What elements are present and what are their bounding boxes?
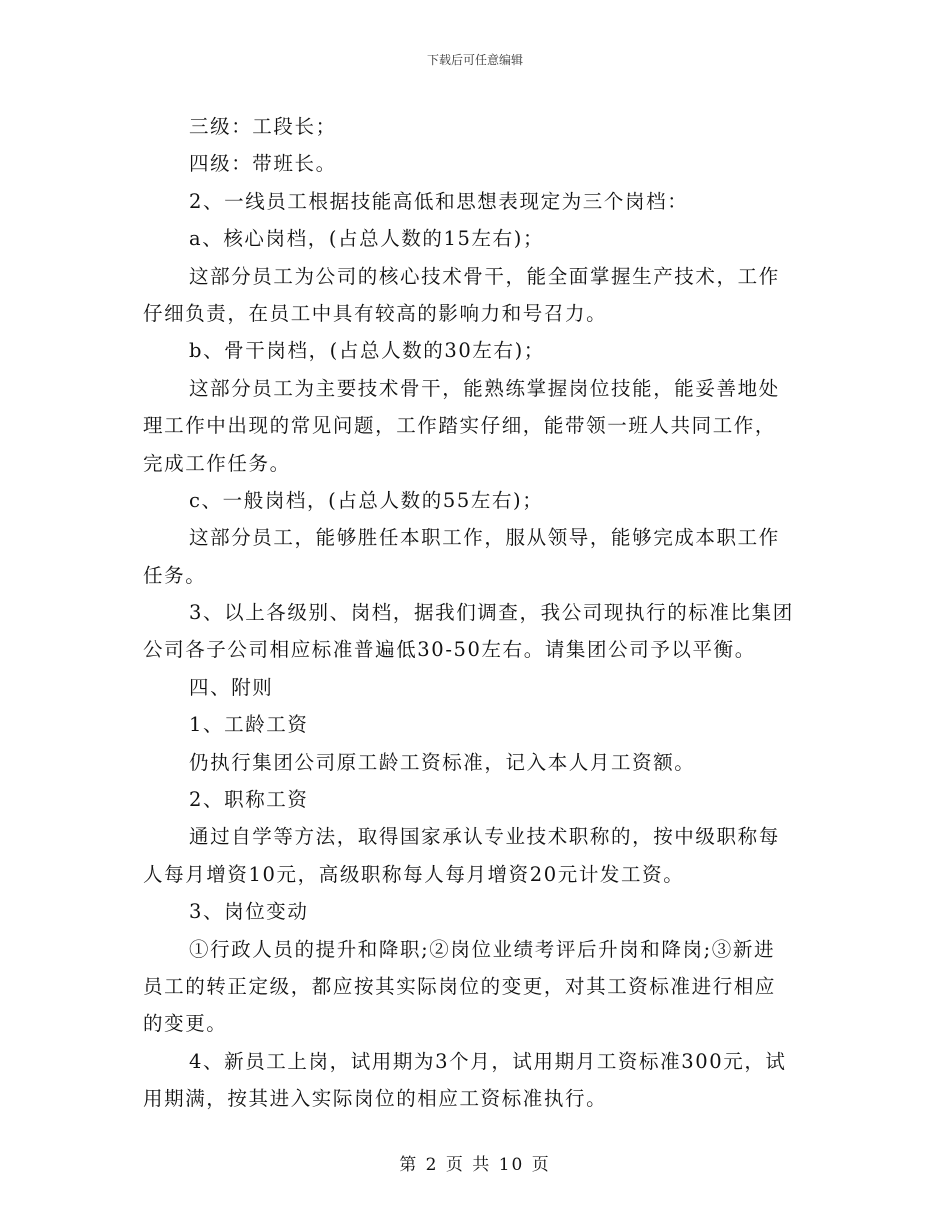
paragraph-line: 任务。 <box>143 563 207 587</box>
paragraph-line: 仔细负责，在员工中具有较高的影响力和号召力。 <box>143 301 608 325</box>
paragraph-line: 通过自学等方法，取得国家承认专业技术职称的，按中级职称每 <box>189 825 780 849</box>
paragraph-line: 理工作中出现的常见问题，工作踏实仔细，能带领一班人共同工作， <box>143 414 777 438</box>
paragraph-line: 公司各子公司相应标准普遍低30-50左右。请集团公司予以平衡。 <box>143 638 756 662</box>
subsection-heading: 3、岗位变动 <box>189 900 309 924</box>
paragraph-line: b、骨干岗档，(占总人数的30左右)； <box>189 339 545 363</box>
paragraph-line: 这部分员工为主要技术骨干，能熟练掌握岗位技能，能妥善地处 <box>189 376 780 400</box>
paragraph-line: 四级：带班长。 <box>189 152 337 176</box>
page-header: 下载后可任意编辑 <box>426 53 523 67</box>
paragraph-line: 用期满，按其进入实际岗位的相应工资标准执行。 <box>143 1087 608 1111</box>
subsection-heading: 1、工龄工资 <box>189 713 309 737</box>
paragraph-line: 3、以上各级别、岗档，据我们调查，我公司现执行的标准比集团 <box>189 601 794 625</box>
paragraph-line: 仍执行集团公司原工龄工资标准，记入本人月工资额。 <box>189 750 696 774</box>
paragraph-line: 完成工作任务。 <box>143 451 291 475</box>
paragraph-line: a、核心岗档，(占总人数的15左右)； <box>189 227 545 251</box>
paragraph-line: 员工的转正定级，都应按其实际岗位的变更，对其工资标准进行相应 <box>143 974 777 998</box>
paragraph-line: ①行政人员的提升和降职;②岗位业绩考评后升岗和降岗;③新进 <box>189 937 776 961</box>
paragraph-line: 三级：工段长； <box>189 115 337 138</box>
paragraph-line: 这部分员工为公司的核心技术骨干，能全面掌握生产技术，工作 <box>189 264 780 288</box>
subsection-heading: 2、职称工资 <box>189 788 309 812</box>
paragraph-line: 人每月增资10元，高级职称每人每月增资20元计发工资。 <box>143 862 685 886</box>
paragraph-line: 2、一线员工根据技能高低和思想表现定为三个岗档： <box>189 189 689 213</box>
paragraph-line: 这部分员工，能够胜任本职工作，服从领导，能够完成本职工作 <box>189 526 780 550</box>
paragraph-line: 4、新员工上岗，试用期为3个月，试用期月工资标准300元，试 <box>189 1049 787 1073</box>
document-body <box>143 108 808 1118</box>
section-heading: 四、附则 <box>189 675 274 699</box>
paragraph-line: 的变更。 <box>143 1012 228 1036</box>
page-footer: 第 2 页 共 10 页 <box>399 1155 551 1175</box>
paragraph-line: c、一般岗档，(占总人数的55左右)； <box>189 488 544 512</box>
